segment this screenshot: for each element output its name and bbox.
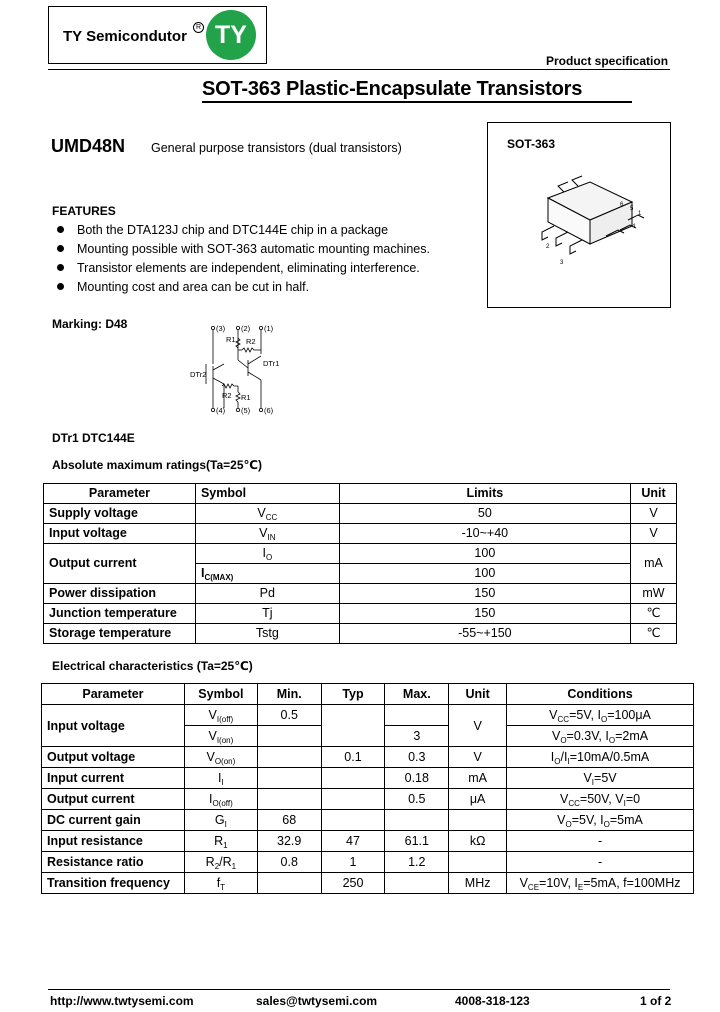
pin-label: 2 — [546, 244, 550, 250]
table-row: $V_{I(on)}$ 3 $V_O=0.3V$, $I_O=2mA$ — [42, 726, 694, 747]
table-header-row: Parameter Symbol Limits Unit — [44, 484, 677, 504]
part-description: General purpose transistors (dual transistors) — [151, 141, 402, 155]
table-row: Storage temperature Tstg -55~+150 ℃ — [44, 624, 677, 644]
circuit-diagram — [186, 320, 286, 420]
feature-item: Transistor elements are independent, eliminating interference. — [57, 261, 420, 275]
dtr-label: DTr1 DTC144E — [52, 431, 135, 445]
pin-label: (5) — [241, 406, 251, 415]
table-row: Input voltage $V_{IN}$ -10~+40 V — [44, 524, 677, 544]
table-row: Input current $I_I$ 0.18 mA $V_I=5V$ — [42, 768, 694, 789]
pin-label: 1 — [638, 211, 642, 217]
title-underline — [202, 101, 632, 103]
table-row: Output current $I_{O(off)}$ 0.5 μA $V_{CC}=50V$, $V_I=0$ — [42, 789, 694, 810]
transistor-label: DTr2 — [190, 370, 207, 379]
bullet-icon — [57, 264, 64, 271]
table-row: Output current $I_O$ 100 mA — [44, 544, 677, 564]
bullet-icon — [57, 245, 64, 252]
table-row: Input voltage $V_{I(off)}$ 0.5 V $V_{CC}=5V$, $I_O=100\mu A$ — [42, 705, 694, 726]
footer-rule — [48, 989, 670, 990]
pin-label: 3 — [560, 260, 564, 266]
resistor-label: R1 — [226, 335, 236, 344]
abs-max-table — [43, 483, 677, 644]
footer-page: 1 of 2 — [640, 994, 672, 1008]
table-row: Junction temperature Tj 150 ℃ — [44, 604, 677, 624]
bullet-icon — [57, 226, 64, 233]
pin-label: (4) — [216, 406, 226, 415]
features-heading: FEATURES — [52, 204, 116, 218]
marking-label: Marking: D48 — [52, 317, 128, 331]
part-number: UMD48N — [51, 136, 126, 156]
feature-item: Mounting cost and area can be cut in half. — [57, 280, 309, 294]
feature-item: Mounting possible with SOT-363 automatic mounting machines. — [57, 242, 430, 256]
pin-label: (1) — [264, 324, 274, 333]
table-header-row: Parameter Symbol Min. Typ Max. Unit Conditions — [42, 684, 694, 705]
company-name: TY Semicondutor — [63, 28, 187, 45]
table-row: Transition frequency $f_T$ 250 MHz $V_{CE}=10V$, $I_E=5mA$, f=100MHz — [42, 873, 694, 894]
table-row: Resistance ratio $R_2/R_1$ 0.8 1 1.2 - — [42, 852, 694, 873]
footer-url[interactable]: http://www.twtysemi.com — [50, 994, 194, 1008]
pin-label: 4 — [632, 224, 636, 230]
resistor-label: R2 — [222, 391, 232, 400]
resistor-label: R2 — [246, 337, 256, 346]
table-row: DC current gain $G_I$ 68 $V_O=5V$, $I_O=5mA$ — [42, 810, 694, 831]
table-row: Input resistance $R_1$ 32.9 47 61.1 kΩ - — [42, 831, 694, 852]
feature-item: Both the DTA123J chip and DTC144E chip in a package — [57, 223, 388, 237]
resistor-label: R1 — [241, 393, 251, 402]
pin-label: 6 — [620, 202, 624, 208]
footer-phone: 4008-318-123 — [455, 994, 530, 1008]
table-row: Supply voltage $V_{CC}$ 50 V — [44, 504, 677, 524]
spec-label: Product specification — [546, 54, 669, 68]
table-row: $I_{C(MAX)}$ 100 — [44, 564, 677, 584]
bullet-icon — [57, 283, 64, 290]
transistor-label: DTr1 — [263, 359, 280, 368]
elec-heading: Electrical characteristics (Ta=25℃) — [52, 659, 253, 673]
abs-max-heading: Absolute maximum ratings(Ta=25℃) — [52, 458, 263, 472]
elec-table — [41, 683, 694, 894]
page-title: SOT-363 Plastic-Encapsulate Transistors — [202, 78, 583, 100]
registered-mark: R — [193, 22, 204, 33]
package-drawing — [520, 168, 650, 278]
company-logo: TY — [206, 10, 256, 60]
pin-label: (6) — [264, 406, 274, 415]
pin-label: (2) — [241, 324, 251, 333]
pin-label: 5 — [630, 206, 634, 212]
package-label: SOT-363 — [507, 137, 556, 151]
pin-label: (3) — [216, 324, 226, 333]
table-row: Power dissipation Pd 150 mW — [44, 584, 677, 604]
header-rule — [48, 69, 670, 70]
footer-email[interactable]: sales@twtysemi.com — [256, 994, 378, 1008]
table-row: Output voltage $V_{O(on)}$ 0.1 0.3 V $I_O/I_I=10mA/0.5mA$ — [42, 747, 694, 768]
